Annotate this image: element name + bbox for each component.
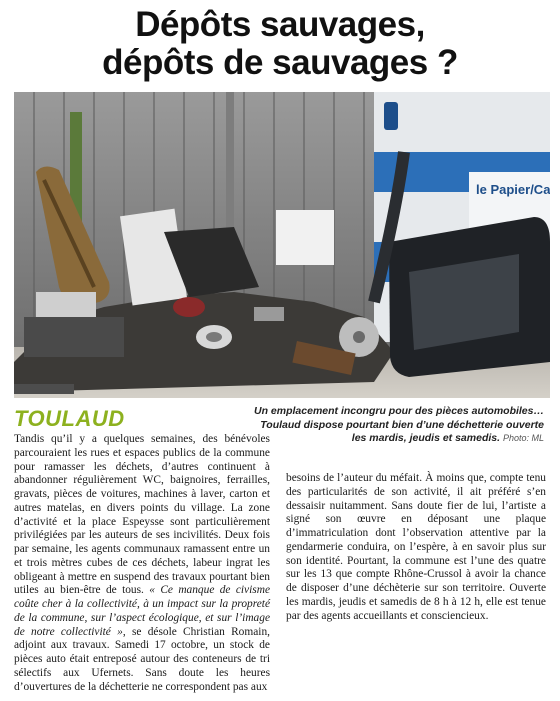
body-text-3: besoins de l’auteur du méfait. À moins que, compte tenu des particularités de son activité, il ait préféré s’en dessaisir nuitamment. Sans doute fier de lui, l’artiste a signé son œuvre en déposant une plaque d’immatriculation dont l’observation attentive par la gendarmerie conduira, on l’espère, à en savoir plus sur son identité. Pourtant, la commune est l’une des quatre sur les 13 que compte Rhône-Crussol à avoir la chance de disposer d’une déchèterie sur son territoire. Ouverte les mardis, jeudis et samedis de 8 h à 12 h, elle est tenue par des agents accueillants et consciencieux. — [286, 472, 546, 622]
caption-text: Un emplacement incongru pour des pièces automobiles… Toulaud dispose pourtant bien d’une déchetterie ouverte les mardis, jeudis et samedis. — [254, 405, 544, 444]
photo-caption — [254, 405, 544, 446]
headline-line-1: Dépôts sauvages, — [135, 5, 425, 44]
body-text-2: , se désole Christian Romain, adjoint aux travaux. Samedi 17 octobre, un stock de pièces auto était entreposé autour des conteneurs de tri sélectifs aux Ufernets. Sans doute les heures d’ouvertures de la déchetterie ne correspondent pas aux — [14, 625, 270, 693]
article-column-2 — [286, 472, 546, 623]
article-column-1 — [14, 433, 270, 694]
photo-illustration — [14, 92, 550, 398]
photo-credit: Photo: ML — [502, 433, 544, 443]
headline — [0, 6, 560, 82]
body-quote: « Ce manque de civisme coûte cher à la collectivité, à un impact sur la propreté de la commune, sur l’aspect écologique, et sur l’image de notre collectivité » — [14, 584, 270, 638]
body-text-1: Tandis qu’il y a quelques semaines, des bénévoles parcouraient les rues et espaces publics de la commune pour ramasser les déchets, d’autres continuent à abandonner régulièrement WC, baignoires, ferrailles, gravats, pièces de voitures, machines à laver, carton et autres matelas, en divers points du village. La zone d’activité et la place Espeysse sont particulièrement privilégiées par les auteurs de ses incivilités. Deux fois par semaine, les agents communaux ramassent entre un et trois mètres cubes de ces déchets, labeur ingrat les obligeant à mettre en suspend des travaux pourtant bien utiles au bien-être de tous. — [14, 433, 270, 597]
section-kicker: TOULAUD — [14, 406, 125, 431]
article-photo — [14, 92, 550, 398]
container-sign: le Papier/Ca — [476, 182, 550, 197]
headline-line-2: dépôts de sauvages ? — [102, 43, 458, 82]
